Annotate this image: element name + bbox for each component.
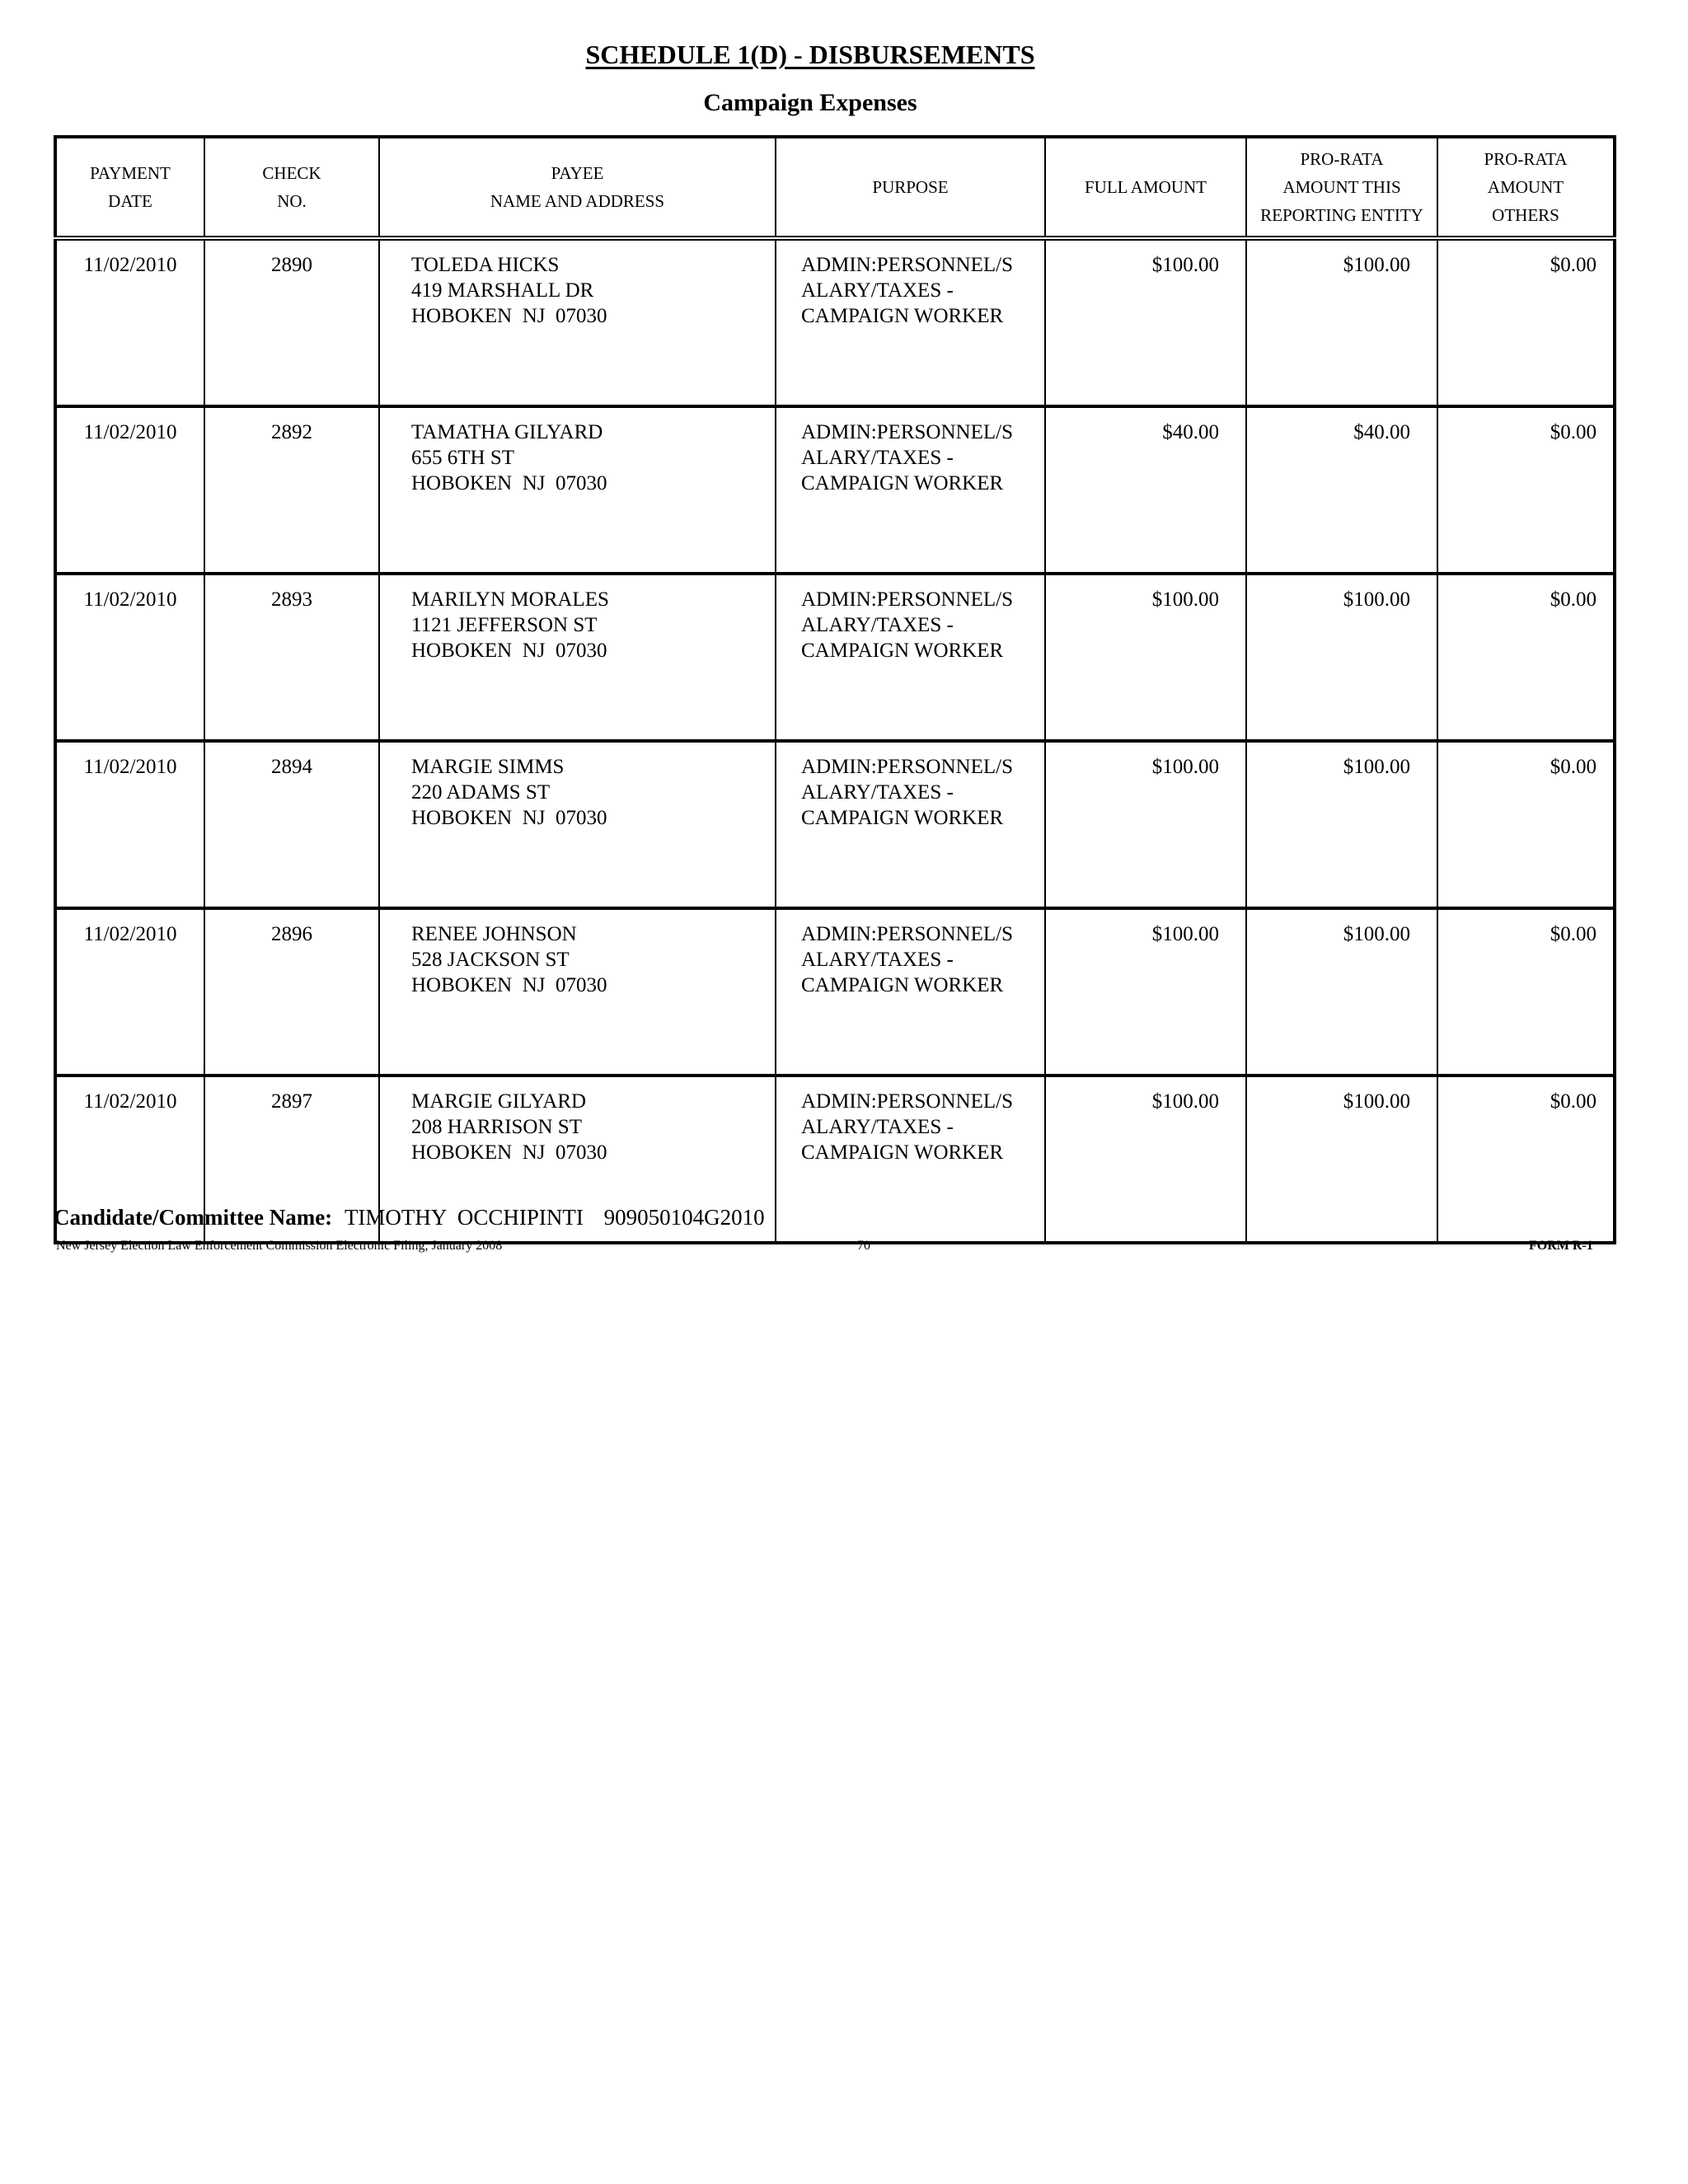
form-id: FORM R-1 — [1529, 1239, 1593, 1253]
payee-line: MARGIE SIMMS — [411, 756, 565, 778]
purpose-line: CAMPAIGN WORKER — [801, 305, 1004, 327]
purpose-line: CAMPAIGN WORKER — [801, 472, 1004, 494]
payment-date-cell: 11/02/2010 — [55, 406, 204, 574]
check-no-cell: 2892 — [204, 406, 379, 574]
payee-cell — [379, 574, 776, 741]
prorata-others-cell: $0.00 — [1437, 1076, 1615, 1243]
purpose-line: ALARY/TAXES - — [801, 447, 954, 469]
check-no-cell: 2897 — [204, 1076, 379, 1243]
full-amount-cell: $100.00 — [1045, 741, 1246, 908]
prorata-others-cell: $0.00 — [1437, 908, 1615, 1076]
page-number: 70 — [857, 1239, 870, 1253]
payee-line: 528 JACKSON ST — [411, 949, 570, 971]
purpose-cell — [776, 574, 1045, 741]
payee-line: 1121 JEFFERSON ST — [411, 614, 598, 636]
header-payment-date: PAYMENT DATE — [55, 137, 204, 238]
purpose-cell — [776, 1076, 1045, 1243]
full-amount-cell: $100.00 — [1045, 1076, 1246, 1243]
payee-line: HOBOKEN NJ 07030 — [411, 1141, 607, 1164]
payment-date-cell: 11/02/2010 — [55, 908, 204, 1076]
header-full-amount: FULL AMOUNT — [1045, 137, 1246, 238]
header-check-no: CHECK NO. — [204, 137, 379, 238]
table-header-row — [55, 137, 1615, 238]
payee-line: RENEE JOHNSON — [411, 923, 577, 945]
payee-cell — [379, 238, 776, 406]
prorata-others-cell: $0.00 — [1437, 406, 1615, 574]
payment-date-cell: 11/02/2010 — [55, 1076, 204, 1243]
agency-line: New Jersey Election Law Enforcement Commission Electronic Filing, January 2008 — [56, 1239, 503, 1253]
purpose-line: ALARY/TAXES - — [801, 949, 954, 971]
full-amount-cell: $100.00 — [1045, 238, 1246, 406]
purpose-cell — [776, 908, 1045, 1076]
payee-line: TOLEDA HICKS — [411, 254, 560, 276]
purpose-line: ADMIN:PERSONNEL/S — [801, 588, 1013, 611]
committee-id: 909050104G2010 — [603, 1205, 765, 1230]
payee-line: HOBOKEN NJ 07030 — [411, 807, 607, 829]
payee-line: HOBOKEN NJ 07030 — [411, 305, 607, 327]
purpose-line: CAMPAIGN WORKER — [801, 807, 1004, 829]
table-row — [55, 908, 1615, 1076]
payee-line: 208 HARRISON ST — [411, 1116, 582, 1138]
payee-line: TAMATHA GILYARD — [411, 421, 603, 443]
purpose-cell — [776, 406, 1045, 574]
payee-line: HOBOKEN NJ 07030 — [411, 974, 607, 996]
check-no-cell: 2890 — [204, 238, 379, 406]
committee-label: Candidate/Committee Name: — [54, 1205, 333, 1230]
payee-line: 655 6TH ST — [411, 447, 514, 469]
prorata-others-cell: $0.00 — [1437, 741, 1615, 908]
schedule-subtitle: Campaign Expenses — [703, 89, 917, 116]
payment-date-cell: 11/02/2010 — [55, 574, 204, 741]
prorata-entity-cell: $100.00 — [1246, 908, 1437, 1076]
prorata-others-cell: $0.00 — [1437, 574, 1615, 741]
purpose-line: CAMPAIGN WORKER — [801, 1141, 1004, 1164]
payee-cell — [379, 908, 776, 1076]
header-payee: PAYEE NAME AND ADDRESS — [379, 137, 776, 238]
purpose-cell — [776, 238, 1045, 406]
header-prorata-entity: PRO-RATA AMOUNT THIS REPORTING ENTITY — [1246, 137, 1437, 238]
header-purpose: PURPOSE — [776, 137, 1045, 238]
committee-name-line — [54, 1205, 765, 1230]
table-row — [55, 406, 1615, 574]
table-row — [55, 741, 1615, 908]
payee-line: MARILYN MORALES — [411, 588, 609, 611]
payee-line: HOBOKEN NJ 07030 — [411, 472, 607, 494]
payment-date-cell: 11/02/2010 — [55, 741, 204, 908]
prorata-entity-cell: $100.00 — [1246, 1076, 1437, 1243]
table-row — [55, 574, 1615, 741]
disbursements-table — [54, 135, 1616, 1244]
purpose-line: ALARY/TAXES - — [801, 781, 954, 804]
purpose-line: ADMIN:PERSONNEL/S — [801, 254, 1013, 276]
purpose-line: ALARY/TAXES - — [801, 614, 954, 636]
prorata-entity-cell: $100.00 — [1246, 238, 1437, 406]
full-amount-cell: $100.00 — [1045, 908, 1246, 1076]
payee-line: HOBOKEN NJ 07030 — [411, 640, 607, 662]
table-row — [55, 238, 1615, 406]
purpose-line: ALARY/TAXES - — [801, 1116, 954, 1138]
payee-cell — [379, 741, 776, 908]
full-amount-cell: $100.00 — [1045, 574, 1246, 741]
table-body — [55, 238, 1615, 1243]
purpose-line: CAMPAIGN WORKER — [801, 974, 1004, 996]
purpose-line: ADMIN:PERSONNEL/S — [801, 421, 1013, 443]
check-no-cell: 2896 — [204, 908, 379, 1076]
purpose-line: ALARY/TAXES - — [801, 279, 954, 302]
payee-line: MARGIE GILYARD — [411, 1090, 587, 1113]
payment-date-cell: 11/02/2010 — [55, 238, 204, 406]
payee-line: 419 MARSHALL DR — [411, 279, 594, 302]
prorata-entity-cell: $40.00 — [1246, 406, 1437, 574]
prorata-entity-cell: $100.00 — [1246, 574, 1437, 741]
purpose-line: ADMIN:PERSONNEL/S — [801, 756, 1013, 778]
prorata-entity-cell: $100.00 — [1246, 741, 1437, 908]
payee-line: 220 ADAMS ST — [411, 781, 551, 804]
purpose-cell — [776, 741, 1045, 908]
purpose-line: CAMPAIGN WORKER — [801, 640, 1004, 662]
payee-cell — [379, 406, 776, 574]
purpose-line: ADMIN:PERSONNEL/S — [801, 923, 1013, 945]
check-no-cell: 2894 — [204, 741, 379, 908]
purpose-line: ADMIN:PERSONNEL/S — [801, 1090, 1013, 1113]
header-prorata-others: PRO-RATA AMOUNT OTHERS — [1437, 137, 1615, 238]
committee-name: TIMOTHY OCCHIPINTI — [344, 1205, 584, 1230]
check-no-cell: 2893 — [204, 574, 379, 741]
prorata-others-cell: $0.00 — [1437, 238, 1615, 406]
schedule-title: SCHEDULE 1(D) - DISBURSEMENTS — [585, 40, 1035, 69]
full-amount-cell: $40.00 — [1045, 406, 1246, 574]
